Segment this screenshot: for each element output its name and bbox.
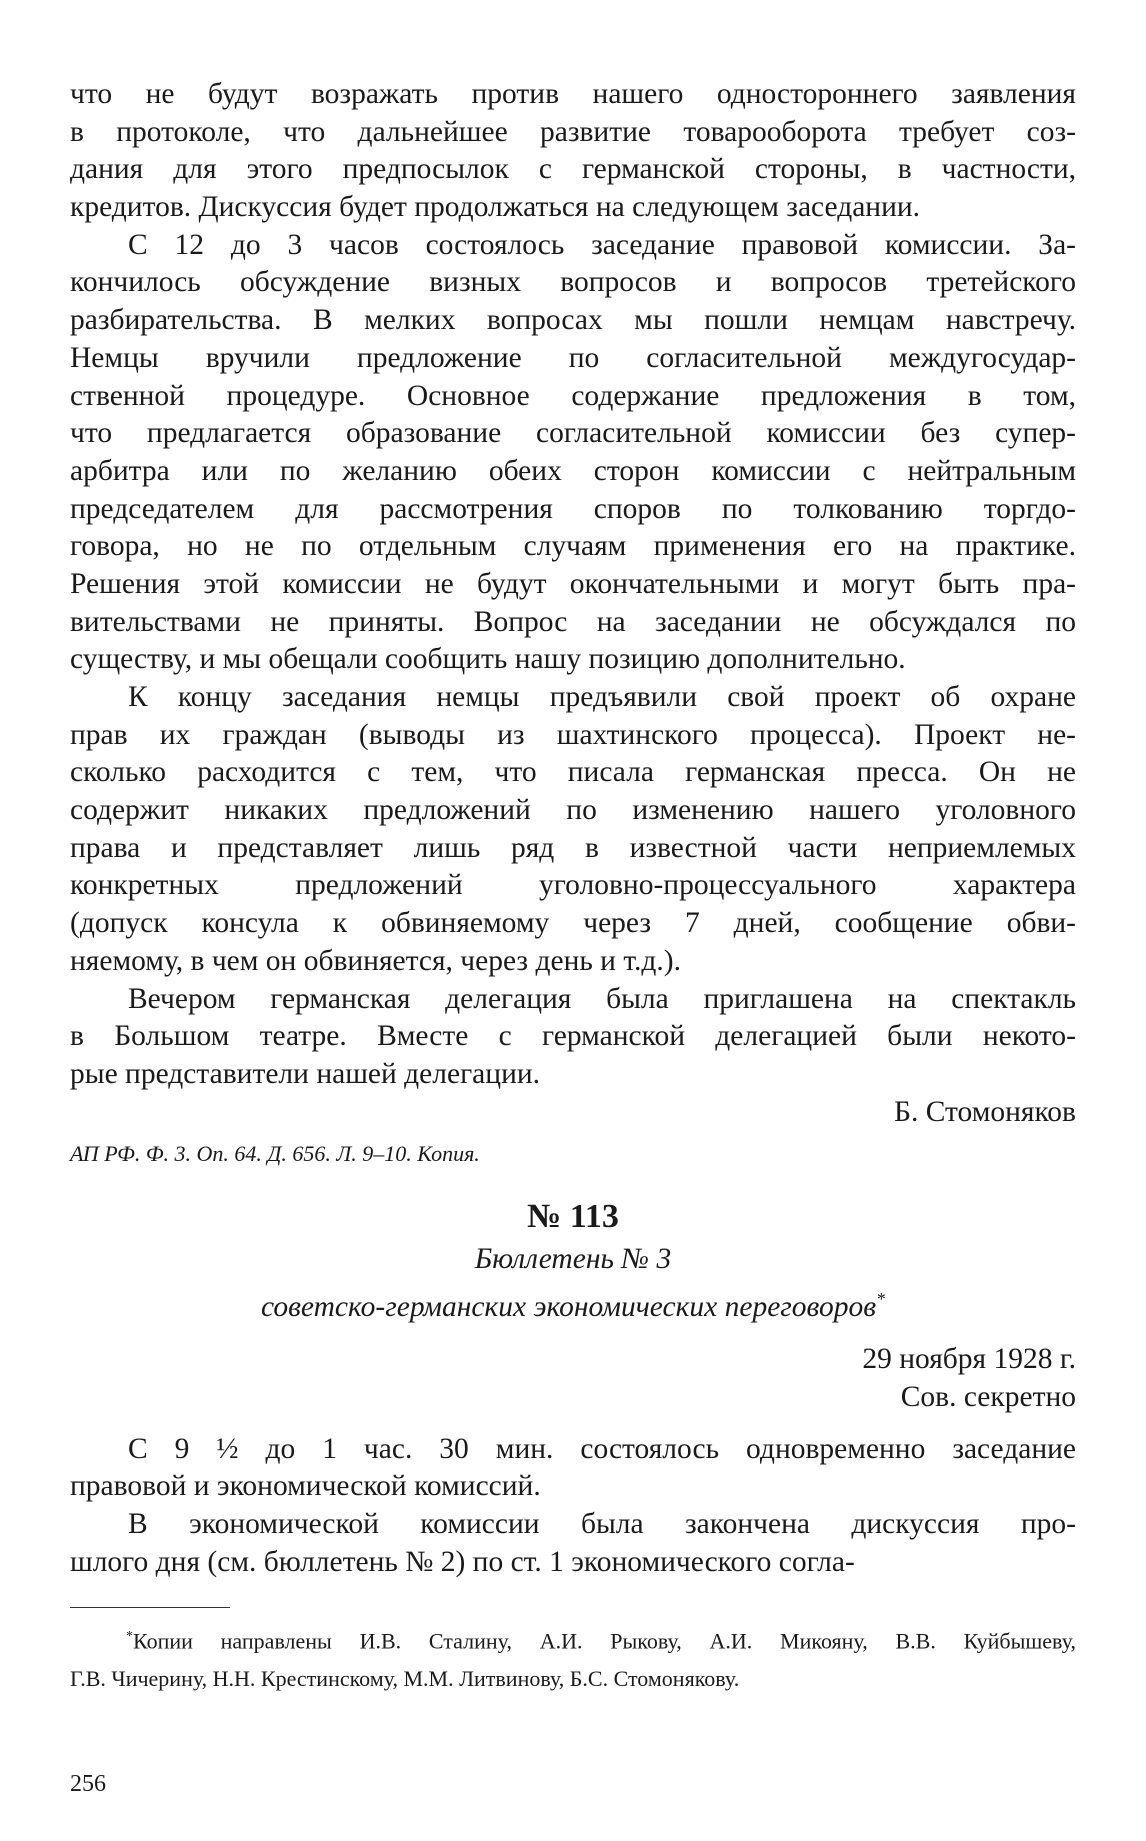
paragraph [70,679,1076,981]
text-line: Немцы вручили предложение по согласительной междугосудар- [70,341,1076,374]
text-line: права и представляет лишь ряд в известной части неприемлемых [70,831,1076,864]
text-line: вительствами не приняты. Вопрос на заседании не обсуждался по [70,605,1076,638]
text-line: С 12 до 3 часов состоялось заседание правовой комиссии. За- [128,228,1076,261]
text-line: существу, и мы обещали сообщить нашу позицию дополнительно. [70,643,906,676]
paragraph [70,1431,1076,1506]
text-line: сколько расходится с тем, что писала германская пресса. Он не [70,756,1076,789]
body-text-bottom [70,1431,1076,1582]
paragraph [70,981,1076,1094]
footnote-marker[interactable]: * [876,1289,886,1310]
text-line: председателем для рассмотрения споров по толкованию торгдо- [70,492,1076,525]
text-line: Вечером германская делегация была приглашена на спектакль [128,982,1076,1015]
text-line: говора, но не по отдельным случаям применения его на практике. [70,530,1076,563]
text-line: кредитов. Дискуссия будет продолжаться на следующем заседании. [70,191,921,224]
footnote-text: Г.В. Чичерину, Н.Н. Крестинскому, М.М. Литвинову, Б.С. Стомонякову. [70,1665,740,1691]
classification-stamp: Сов. секретно [900,1380,1076,1413]
text-line: разбирательства. В мелких вопросах мы пошли немцам навстречу. [70,304,1076,337]
text-line: арбитра или по желанию обеих сторон комиссии с нейтральным [70,454,1076,487]
document-title-line1: Бюллетень № 3 [474,1243,672,1276]
text-line: что предлагается образование согласительной комиссии без супер- [70,417,1076,450]
body-text-top [70,76,1076,1094]
text-line: шлого дня (см. бюллетень № 2) по ст. 1 экономического согла- [70,1545,855,1578]
archive-source: АП РФ. Ф. 3. Оп. 64. Д. 656. Л. 9–10. Копия. [70,1141,480,1167]
text-line: ственной процедуре. Основное содержание предложения в том, [70,379,1076,412]
text-line: няемому, в чем он обвиняется, через день и т.д.). [70,944,681,977]
document-number: № 113 [527,1198,619,1236]
text-line: Решения этой комиссии не будут окончательными и могут быть пра- [70,567,1076,600]
document-title-line2: советско-германских экономических переговоров [260,1291,877,1324]
paragraph [70,1506,1076,1581]
footnote-text: Копии направлены И.В. Сталину, А.И. Рыкову, А.И. Микояну, В.В. Куйбышеву, [133,1628,1076,1654]
text-line: С 9 ½ до 1 час. 30 мин. состоялось одновременно заседание [128,1432,1076,1465]
text-line: в протоколе, что дальнейшее развитие товарооборота требует соз- [70,115,1076,148]
document-title [70,1239,1076,1279]
footnote-divider [70,1607,230,1608]
text-line: К концу заседания немцы предъявили свой проект об охране [128,681,1076,713]
signature: Б. Стомоняков [894,1095,1076,1128]
text-line: правовой и экономической комиссий. [70,1470,541,1503]
page-number: 256 [70,1770,106,1797]
footnote-line [70,1618,1076,1659]
text-line: прав их граждан (выводы из шахтинского процесса). Проект не- [70,718,1076,751]
document-subtitle [70,1279,1076,1327]
text-line: что не будут возражать против нашего одностороннего заявления [70,78,1076,110]
text-line: содержит никаких предложений по изменению нашего уголовного [70,794,1076,827]
paragraph [70,76,1076,227]
text-line: (допуск консула к обвиняемому через 7 дней, сообщение обви- [70,907,1076,940]
text-line: в Большом театре. Вместе с германской делегацией были некото- [70,1020,1076,1053]
document-page [70,76,1076,1798]
document-date: 29 ноября 1928 г. [862,1343,1076,1376]
text-line: дания для этого предпосылок с германской стороны, в частности, [70,153,1076,186]
text-line: В экономической комиссии была закончена дискуссия про- [128,1507,1076,1540]
footnote-line [70,1660,1076,1697]
text-line: рые представители нашей делегации. [70,1057,541,1090]
text-line: конкретных предложений уголовно-процессуального характера [70,869,1076,902]
footnote-mark: * [126,1629,133,1645]
text-line: кончилось обсуждение визных вопросов и вопросов третейского [70,266,1076,299]
paragraph [70,227,1076,679]
footnote [70,1618,1076,1696]
